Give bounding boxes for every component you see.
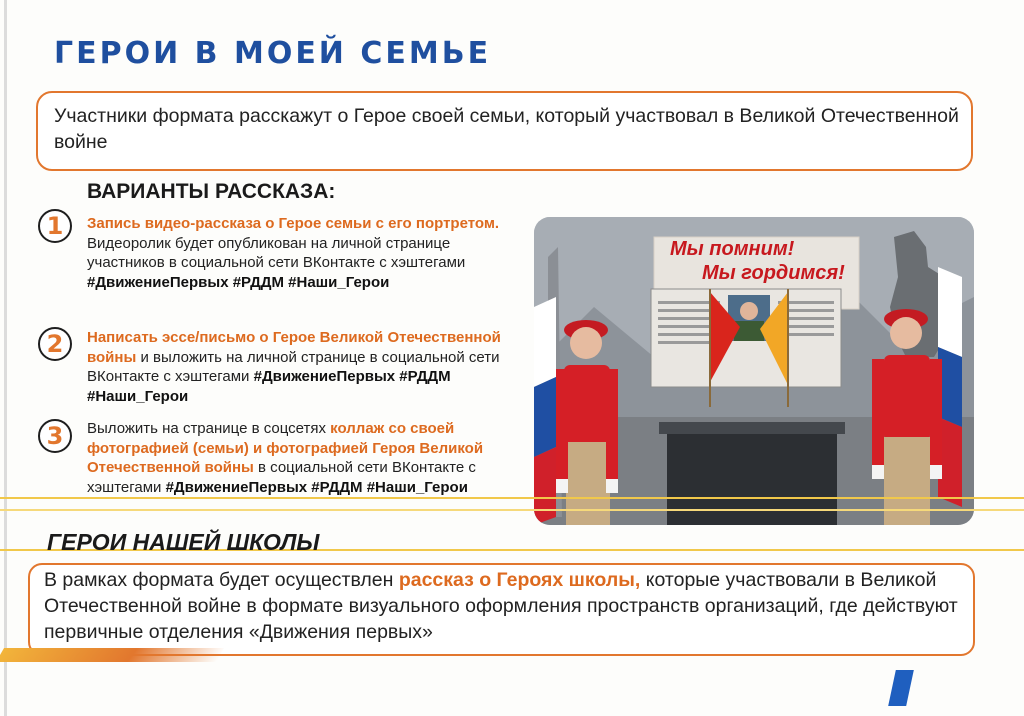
intro-text: Участники формата расскажут о Герое своей семьи, который участвовал в Великой Отечественной войне [54,105,959,153]
school-body: которые участвовали в Великой Отечественной войне в формате визуального оформления пространств организаций, где действуют первичные отделения «Движения первых» [44,569,958,643]
school-text [44,567,974,645]
banner-line-1: Мы помним! [670,238,795,260]
variant-3-lead: Выложить на странице в соцсетях [87,420,331,437]
page-title: ГЕРОИ В МОЕЙ СЕМЬЕ [54,36,492,71]
memorial-photo-drawing [534,217,974,525]
variant-number-2: 2 [38,327,72,361]
school-heading: ГЕРОИ НАШЕЙ ШКОЛЫ [47,529,320,555]
variant-2-text [87,328,532,406]
banner-line-2: Мы гордимся! [702,262,845,284]
variant-number-1: 1 [38,209,72,243]
variant-2-body: и выложить на личной странице в социальной сети ВКонтакте с хэштегами [87,348,500,386]
memorial-photo [534,217,974,525]
variant-3-accent: коллаж со своей фотографией (семьи) и фотографией Героя Великой Отечественной войны [87,420,484,477]
blue-accent-mark [888,670,914,706]
variant-1-accent: Запись видео-рассказа о Герое семьи с его портретом. [87,215,500,232]
variant-2-hashtags: #ДвижениеПервых #РДДМ #Наши_Герои [87,368,451,405]
variants-heading: ВАРИАНТЫ РАССКАЗА: [87,180,336,203]
school-lead: В рамках формата будет осуществлен [44,569,399,591]
variant-3-hashtags: #ДвижениеПервых #РДДМ #Наши_Герои [165,478,468,496]
variant-1-text [87,214,507,292]
variant-1-hashtags: #ДвижениеПервых #РДДМ #Наши_Герои [87,273,390,291]
separator-line [0,497,1024,499]
variant-2-accent: Написать эссе/письмо о Герое Великой Отечественной войны [87,329,501,366]
separator-line [0,509,1024,511]
variant-3-body: в социальной сети ВКонтакте с хэштегами [87,459,476,496]
page-edge [4,0,7,716]
school-accent: рассказ о Героях школы, [398,569,641,591]
variant-1-body: Видеоролик будет опубликован на личной странице участников в социальной сети ВКонтакте с хэштегами [87,234,466,272]
corner-decoration [0,648,224,662]
variant-number-3: 3 [38,419,72,453]
variant-3-text [87,419,507,497]
